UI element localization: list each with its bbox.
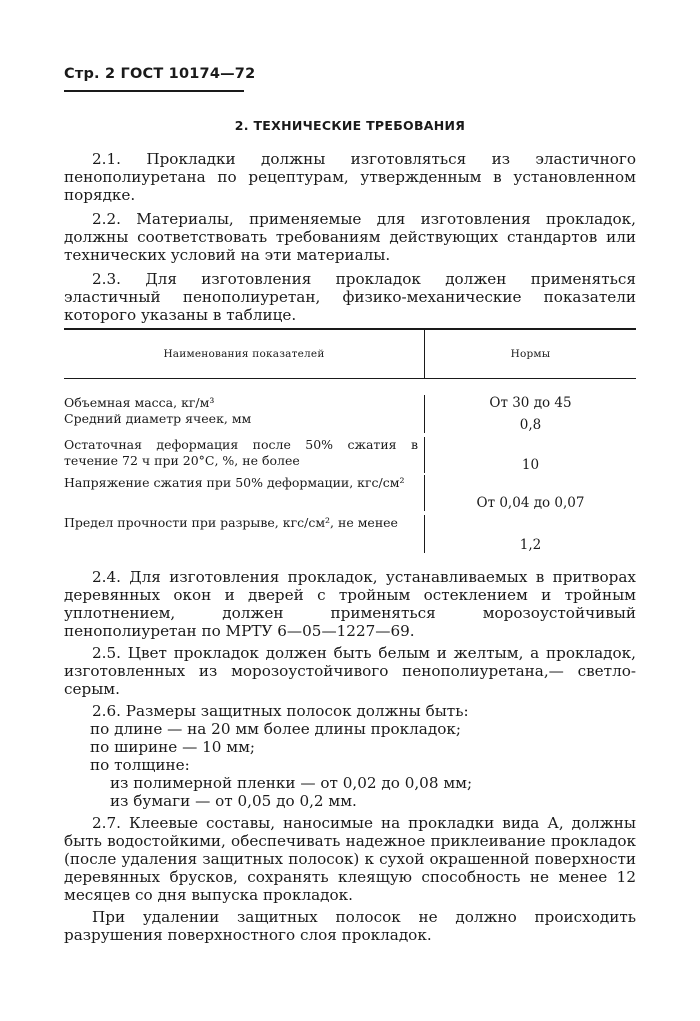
- row-name: Средний диаметр ячеек, мм: [64, 411, 252, 426]
- page-header: Стр. 2 ГОСТ 10174—72: [64, 66, 256, 82]
- row-name: Напряжение сжатия при 50% деформации, кгс/см²: [64, 475, 405, 490]
- row-name: Объемная масса, кг/м³: [64, 395, 215, 410]
- table-row: [64, 515, 636, 553]
- table-row: [64, 389, 636, 411]
- row-norm: 10: [424, 437, 636, 473]
- header-name: Наименования показателей: [163, 348, 325, 360]
- list-item: по толщине:: [90, 756, 190, 774]
- paragraph-final: При удалении защитных полосок не должно происходить разрушения поверхностного слоя прокладок.: [64, 908, 636, 944]
- row-norm: 1,2: [424, 515, 636, 553]
- table-row: [64, 437, 636, 473]
- row-name: Остаточная деформация после 50% сжатия в течение 72 ч при 20°С, %, не более: [64, 437, 418, 468]
- paragraph-2-7: 2.7. Клеевые составы, наносимые на прокладки вида А, должны быть водостойкими, обеспечивать надежное приклеивание прокладок (после удаления защитных полосок) к сухой окрашенной поверхности деревянных брусков, сохранять клеящую способность не менее 12 месяцев со дня выпуска прокладок.: [64, 814, 636, 904]
- table-row: [64, 411, 636, 433]
- row-norm: 0,8: [424, 411, 636, 433]
- row-norm: От 0,04 до 0,07: [424, 475, 636, 511]
- row-norm: От 30 до 45: [424, 395, 636, 411]
- paragraph-2-1: 2.1. Прокладки должны изготовляться из эластичного пенополиуретана по рецептурам, утвержденным в установленном порядке.: [64, 150, 636, 204]
- paragraph-2-6-intro: 2.6. Размеры защитных полосок должны быть:: [92, 702, 469, 720]
- table-body: [64, 379, 636, 553]
- list-subitem: из полимерной пленки — от 0,02 до 0,08 мм;: [110, 774, 473, 792]
- table-row: [64, 475, 636, 511]
- paragraph-2-3: 2.3. Для изготовления прокладок должен применяться эластичный пенополиуретан, физико-механические показатели которого указаны в таблице.: [64, 270, 636, 324]
- list-item: по ширине — 10 мм;: [90, 738, 256, 756]
- header-rule: [64, 90, 244, 92]
- section-title: 2. ТЕХНИЧЕСКИЕ ТРЕБОВАНИЯ: [234, 118, 466, 133]
- paragraphs-bottom: [64, 568, 636, 944]
- paragraph-2-5: 2.5. Цвет прокладок должен быть белым и желтым, а прокладок, изготовленных из морозоустойчивого пенополиуретана,— светло-серым.: [64, 644, 636, 698]
- header-norm: Нормы: [424, 330, 636, 378]
- paragraph-2-2: 2.2. Материалы, применяемые для изготовления прокладок, должны соответствовать требованиям действующих стандартов или технических условий на эти материалы.: [64, 210, 636, 264]
- sizes-list: [64, 720, 636, 810]
- paragraph-2-4: 2.4. Для изготовления прокладок, устанавливаемых в притворах деревянных окон и дверей с тройным остеклением и тройным уплотнением, должен применяться морозоустойчивый пенополиуретан по МРТУ 6—05—1227—69.: [64, 568, 636, 640]
- row-name: Предел прочности при разрыве, кгс/см², не менее: [64, 515, 398, 530]
- properties-table: [64, 328, 636, 553]
- table-header: [64, 330, 636, 379]
- list-item: по длине — на 20 мм более длины прокладок;: [90, 720, 461, 738]
- list-subitem: из бумаги — от 0,05 до 0,2 мм.: [110, 792, 357, 810]
- paragraphs-top: [64, 150, 636, 324]
